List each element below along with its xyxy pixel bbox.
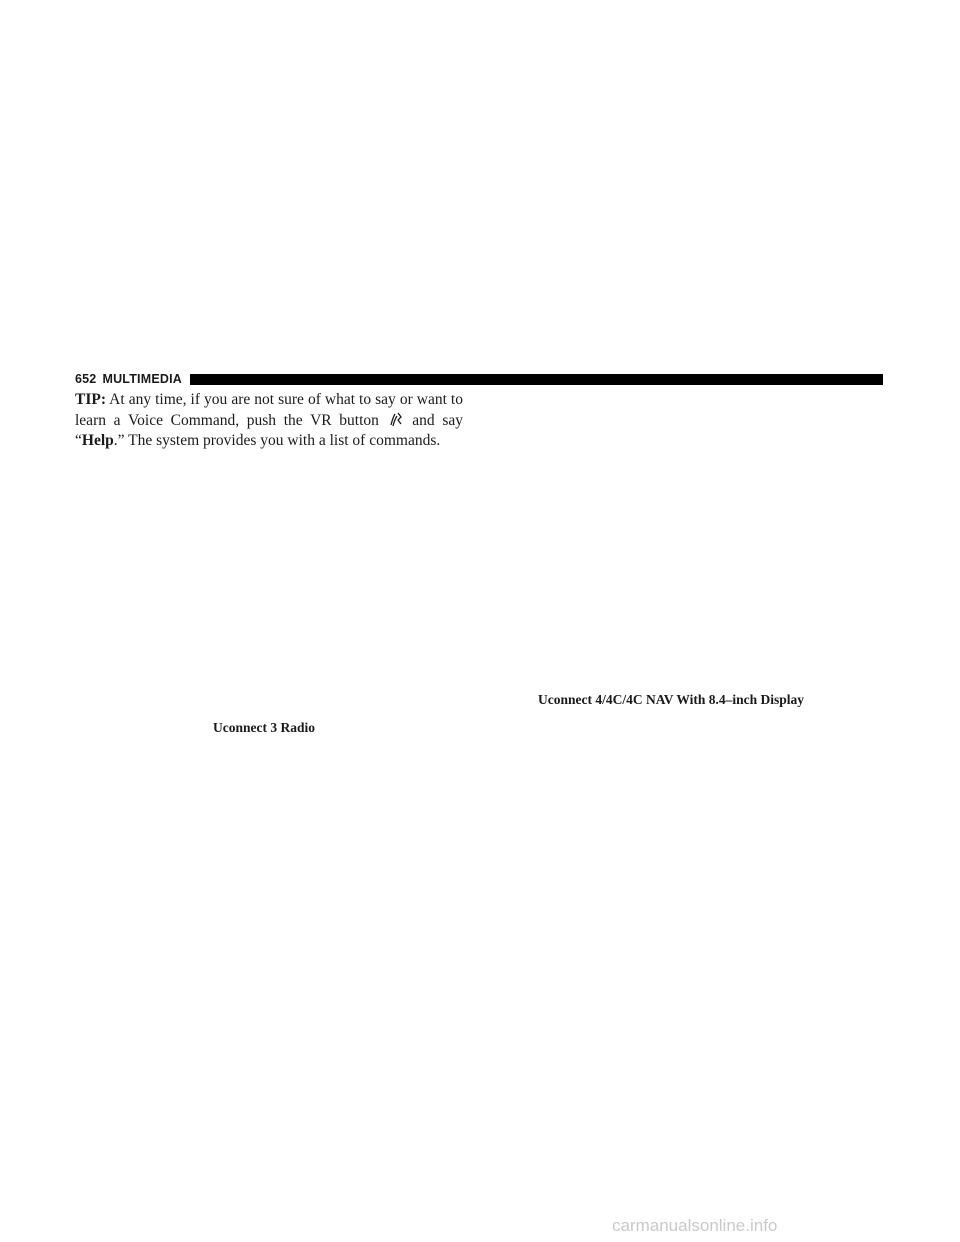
tip-text-after-icon: and say “ — [75, 411, 464, 449]
tip-label: TIP: — [75, 391, 106, 408]
voice-recognition-icon — [389, 411, 403, 427]
page-number: 652 — [75, 372, 97, 386]
header-rule — [190, 374, 883, 385]
help-keyword: Help — [81, 432, 114, 449]
section-title: MULTIMEDIA — [102, 372, 183, 386]
tip-text-before-icon: At any time, if you are not sure of what to say or want to learn a Voice Command, push the VR button — [75, 391, 463, 429]
caption-uconnect-3: Uconnect 3 Radio — [213, 720, 315, 735]
tip-paragraph — [75, 390, 463, 452]
caption-uconnect-4: Uconnect 4/4C/4C NAV With 8.4–inch Display — [538, 692, 805, 707]
page-header — [75, 372, 883, 386]
watermark-text: carmanualsonline.info — [612, 1216, 778, 1235]
tip-text-end: .” The system provides you with a list of commands. — [113, 432, 441, 449]
